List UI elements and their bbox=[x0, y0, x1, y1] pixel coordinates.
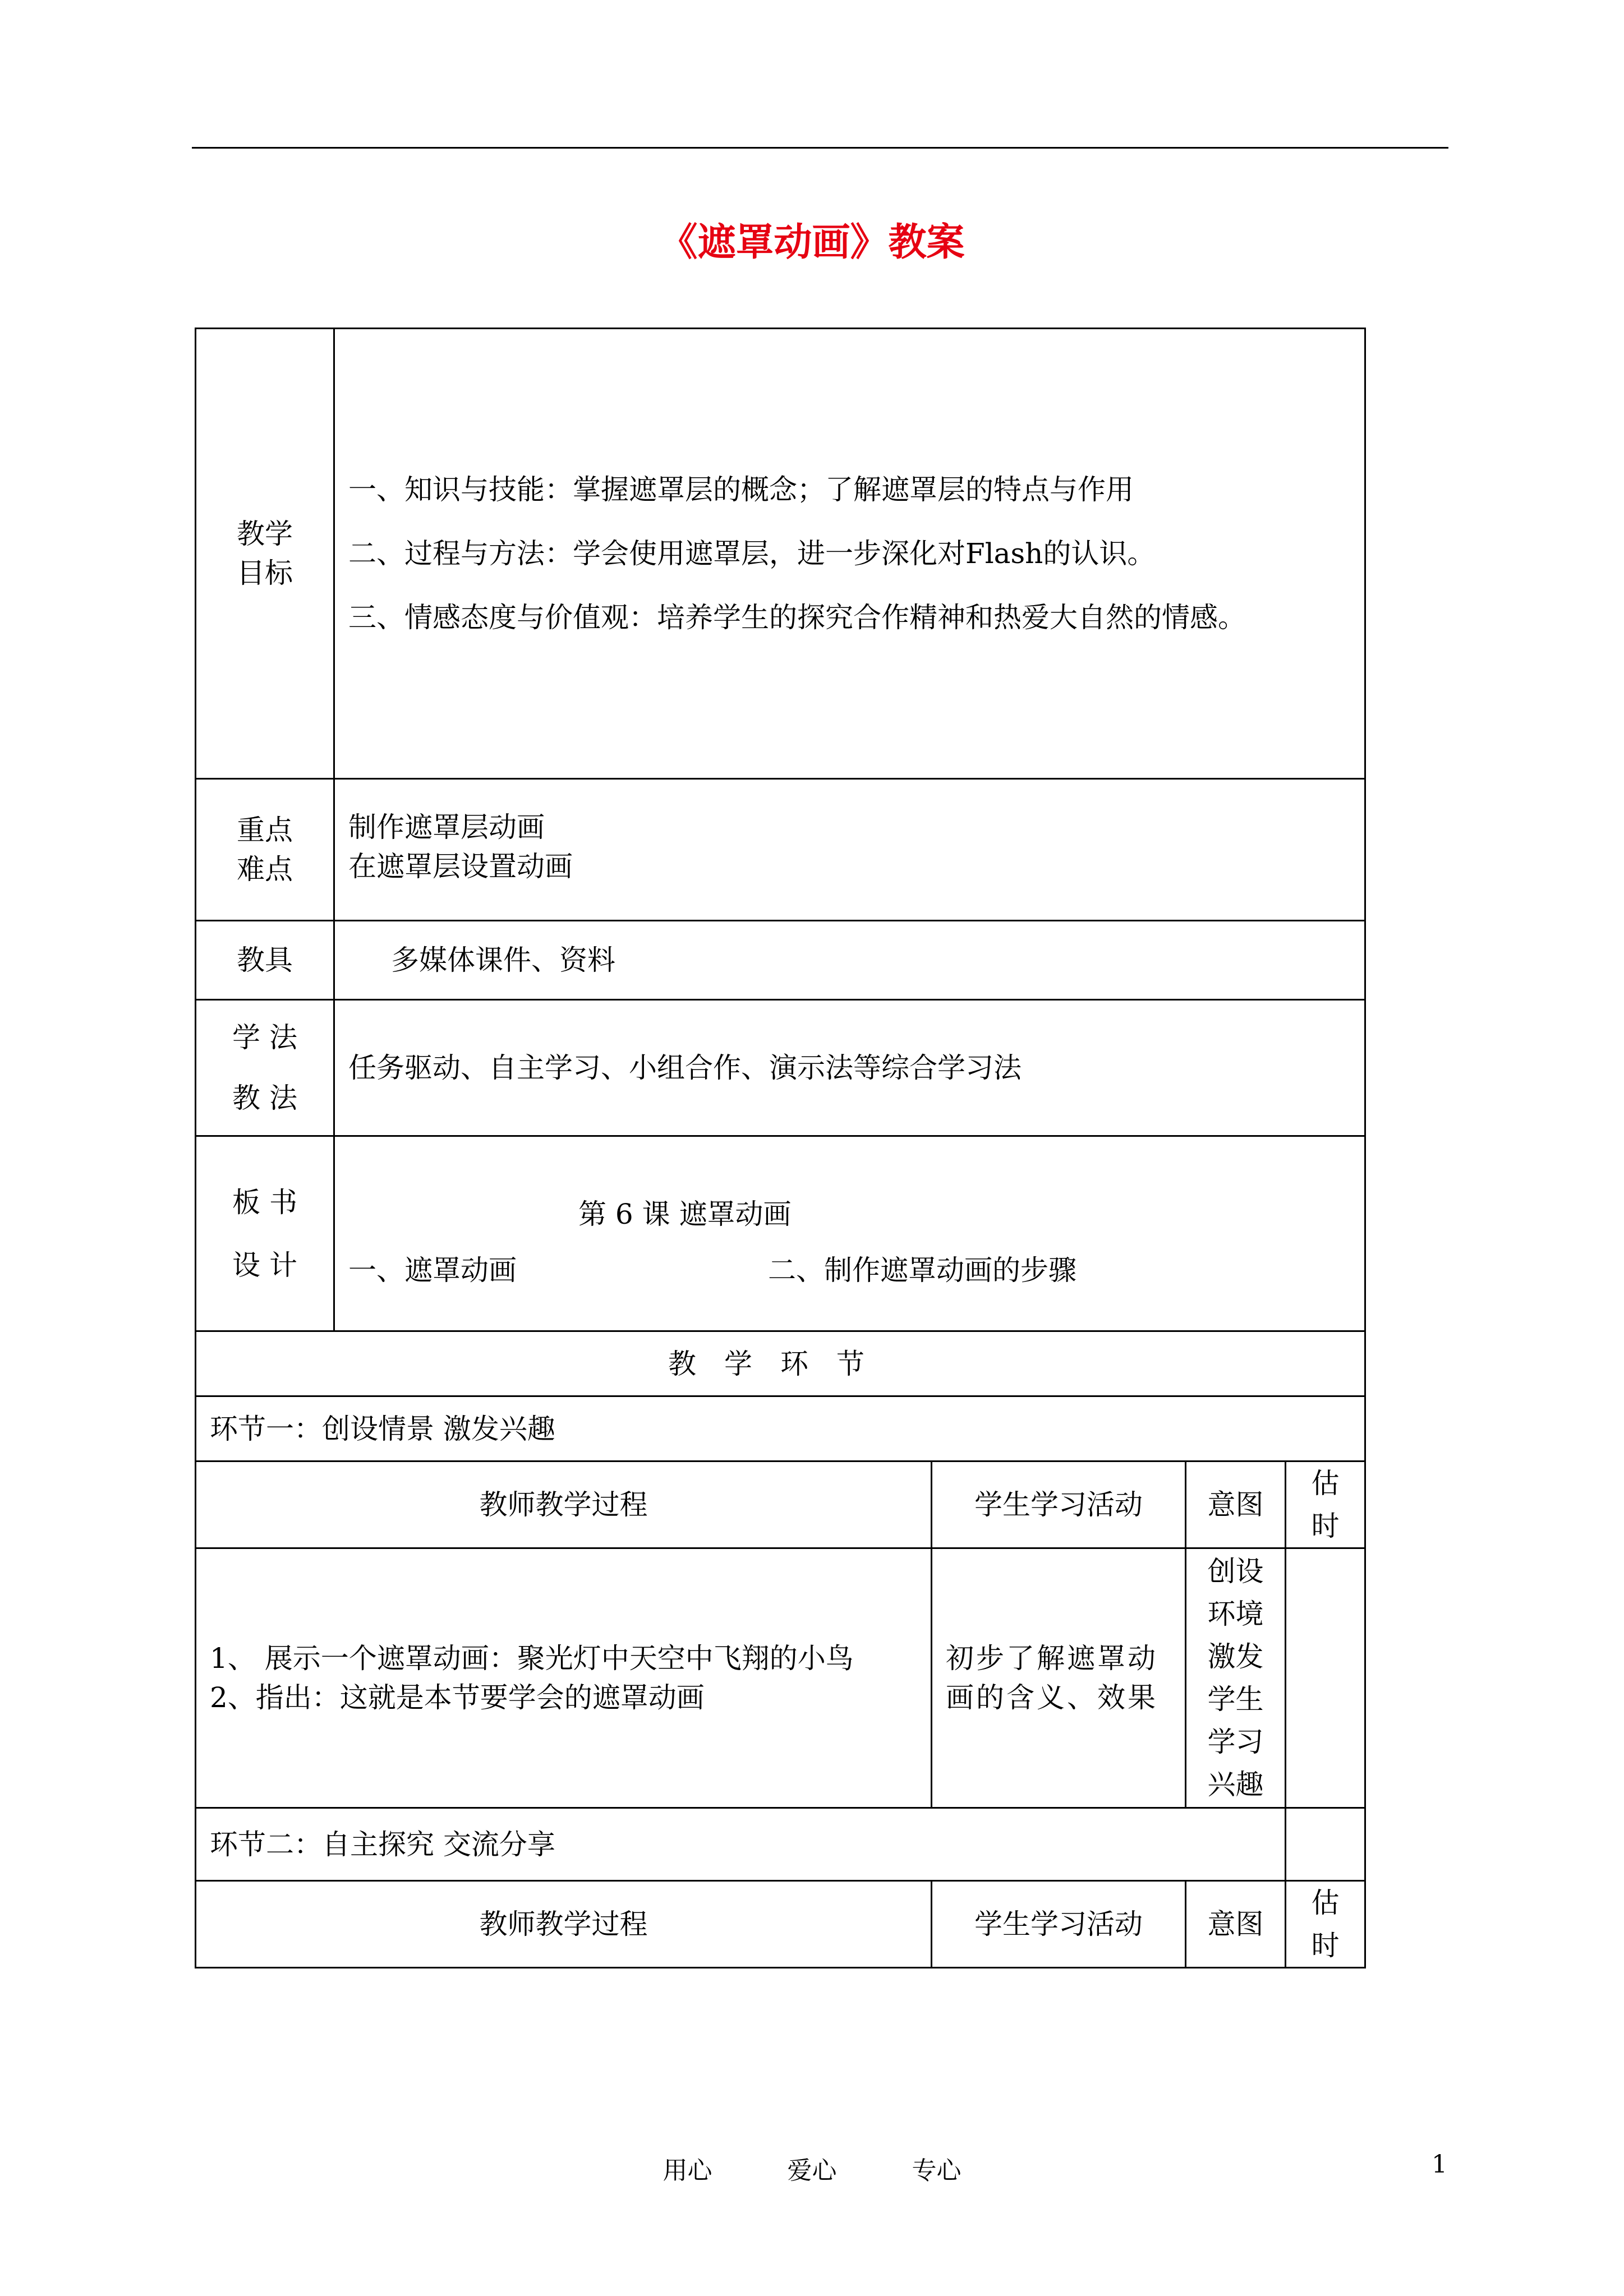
stage-1-header-row bbox=[196, 1461, 1365, 1548]
student-activity-header: 学生学习活动 bbox=[932, 1461, 1186, 1548]
time-header: 估 时 bbox=[1286, 1461, 1365, 1548]
footer-word: 爱心 bbox=[787, 2156, 837, 2185]
stage-1-content-row bbox=[196, 1548, 1365, 1808]
intent-header: 意图 bbox=[1186, 1461, 1286, 1548]
section-heading: 教学环节 bbox=[196, 1331, 1365, 1396]
section-heading-row bbox=[196, 1331, 1365, 1396]
key-point-item: 制作遮罩层动画 bbox=[348, 811, 545, 843]
time-header: 估 时 bbox=[1286, 1881, 1365, 1968]
intent-header: 意图 bbox=[1186, 1881, 1286, 1968]
objectives-row bbox=[196, 329, 1365, 779]
key-point-item: 在遮罩层设置动画 bbox=[348, 850, 573, 883]
key-points-row bbox=[196, 779, 1365, 921]
methods-row bbox=[196, 1000, 1365, 1136]
board-label: 板 书 设 计 bbox=[196, 1136, 334, 1331]
header-rule bbox=[192, 147, 1448, 149]
tools-label: 教具 bbox=[196, 921, 334, 1000]
stage-2-title-row bbox=[196, 1808, 1365, 1881]
objectives-content bbox=[334, 329, 1365, 779]
board-point-2: 二、制作遮罩动画的步骤 bbox=[768, 1253, 1076, 1287]
footer-word: 专心 bbox=[912, 2156, 961, 2185]
teacher-step: 2、指出：这就是本节要学会的遮罩动画 bbox=[210, 1681, 705, 1714]
key-points-label: 重点 难点 bbox=[196, 779, 334, 921]
board-heading: 第 6 课 遮罩动画 bbox=[578, 1197, 792, 1230]
stage-1-title-row bbox=[196, 1396, 1365, 1461]
objective-item: 三、情感态度与价值观：培养学生的探究合作精神和热爱大自然的情感。 bbox=[348, 601, 1246, 634]
tools-row bbox=[196, 921, 1365, 1000]
board-row bbox=[196, 1136, 1365, 1331]
teacher-process-header: 教师教学过程 bbox=[196, 1461, 932, 1548]
stage-1-time bbox=[1286, 1548, 1365, 1808]
methods-content: 任务驱动、自主学习、小组合作、演示法等综合学习法 bbox=[334, 1000, 1365, 1136]
teacher-step: 1、 展示一个遮罩动画：聚光灯中天空中飞翔的小鸟 bbox=[210, 1642, 854, 1675]
lesson-plan-table bbox=[195, 328, 1366, 1968]
key-points-content bbox=[334, 779, 1365, 921]
board-point-1: 一、遮罩动画 bbox=[348, 1253, 517, 1287]
page-footer bbox=[0, 2150, 1624, 2186]
page-number: 1 bbox=[1432, 2150, 1447, 2179]
stage-2-title-empty-cell bbox=[1286, 1808, 1365, 1881]
stage-1-title: 环节一：创设情景 激发兴趣 bbox=[196, 1396, 1365, 1461]
student-activity-header: 学生学习活动 bbox=[932, 1881, 1186, 1968]
objective-item: 一、知识与技能：掌握遮罩层的概念；了解遮罩层的特点与作用 bbox=[348, 473, 1134, 506]
tools-content: 多媒体课件、资料 bbox=[334, 921, 1365, 1000]
stage-2-header-row bbox=[196, 1881, 1365, 1968]
stage-1-student-activity: 初步了解遮罩动画的含义、效果 bbox=[932, 1548, 1186, 1808]
teacher-process-header: 教师教学过程 bbox=[196, 1881, 932, 1968]
board-content bbox=[334, 1136, 1365, 1331]
footer-word: 用心 bbox=[663, 2156, 712, 2185]
stage-2-title: 环节二：自主探究 交流分享 bbox=[196, 1808, 1286, 1881]
objective-item: 二、过程与方法：学会使用遮罩层，进一步深化对Flash的认识。 bbox=[348, 537, 1156, 570]
document-title: 《遮罩动画》教案 bbox=[659, 220, 965, 265]
methods-label: 学 法 教 法 bbox=[196, 1000, 334, 1136]
objectives-label: 教学 目标 bbox=[196, 329, 334, 779]
stage-1-teacher-process bbox=[196, 1548, 932, 1808]
stage-1-intent: 创设 环境 激发 学生 学习 兴趣 bbox=[1186, 1548, 1286, 1808]
